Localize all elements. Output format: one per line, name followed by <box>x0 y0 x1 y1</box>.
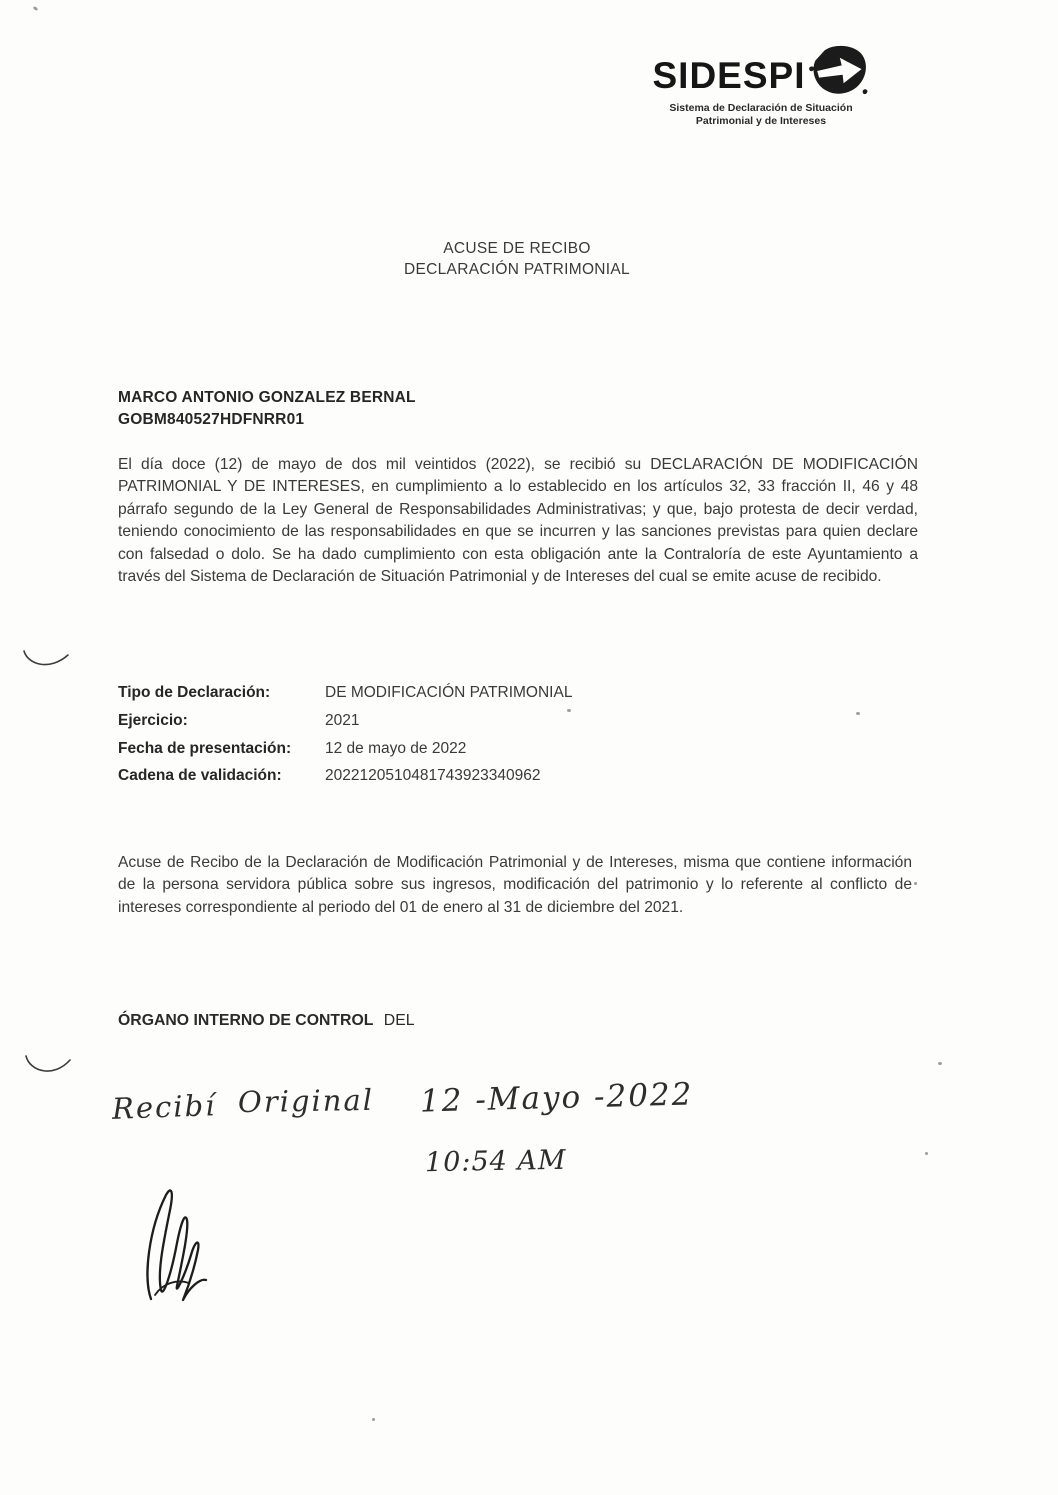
declaration-fields <box>118 682 838 793</box>
declarant-curp: GOBM840527HDFNRR01 <box>118 410 305 428</box>
sidespi-logo-row <box>638 52 884 100</box>
organ-control-regular: DEL <box>383 1012 415 1029</box>
field-value-tipo: DE MODIFICACIÓN PATRIMONIAL <box>325 684 573 701</box>
field-label-tipo: Tipo de Declaración: <box>118 684 271 701</box>
pen-mark-top <box>22 645 70 673</box>
scan-speck <box>938 1062 942 1065</box>
handwritten-time: 10:54 AM <box>424 1144 567 1179</box>
scan-speck <box>33 6 39 11</box>
organ-control-line <box>118 1012 415 1030</box>
handwritten-signature <box>133 1183 215 1305</box>
sidespi-logo <box>638 52 884 128</box>
field-label-fecha: Fecha de presentación: <box>118 739 292 757</box>
scan-speck <box>856 712 860 715</box>
field-value-ejercicio: 2021 <box>325 711 360 729</box>
scan-speck <box>567 709 571 712</box>
field-label-cadena: Cadena de validación: <box>118 767 282 785</box>
field-row-tipo <box>118 682 838 703</box>
organ-control-bold: ÓRGANO INTERNO DE CONTROL <box>118 1012 374 1029</box>
scan-speck <box>925 1152 928 1155</box>
declarant-block <box>118 387 416 430</box>
scan-speck <box>914 882 917 885</box>
title-line-1: ACUSE DE RECIBO <box>443 240 591 257</box>
handwritten-date: 12 -Mayo -2022 <box>419 1076 694 1120</box>
field-value-cadena: 2022120510481743923340962 <box>325 767 541 785</box>
document-title <box>118 238 916 280</box>
field-value-fecha: 12 de mayo de 2022 <box>325 739 467 757</box>
handwritten-recibi: Recibí <box>111 1088 217 1126</box>
handwritten-original: Original <box>237 1082 375 1120</box>
field-row-fecha <box>118 738 838 759</box>
pen-mark-bottom <box>24 1048 72 1080</box>
field-row-cadena <box>118 765 838 786</box>
sidespi-logo-icon <box>804 42 870 100</box>
body-paragraph: El día doce (12) de mayo de dos mil veintidos (2022), se recibió su DECLARACIÓN DE MODIFICACIÓN PATRIMONIAL Y DE INTERESES, en cumplimiento a lo establecido en los artículos 32, 33 fracción II, 46 y 48 párrafo segundo de la Ley General de Responsabilidades Administrativas; y que, bajo protesta de decir verdad, teniendo conocimiento de las responsabilidades en que se incurren y las sanciones previstas para quien declare con falsedad o dolo. Se ha dado cumplimiento con esta obligación ante la Contraloría de este Ayuntamiento a través del Sistema de Declaración de Situación Patrimonial y de Intereses del cual se emite acuse de recibido. <box>118 456 918 586</box>
field-label-ejercicio: Ejercicio: <box>118 711 188 729</box>
logo-subtitle-line2: Patrimonial y de Intereses <box>695 115 827 127</box>
logo-subtitle-line1: Sistema de Declaración de Situación <box>669 102 853 114</box>
scan-speck <box>372 1418 375 1421</box>
summary-paragraph: Acuse de Recibo de la Declaración de Modificación Patrimonial y de Intereses, misma que contiene información de la persona servidora pública sobre sus ingresos, modificación del patrimonio y lo referente al conflicto de intereses correspondiente al periodo del 01 de enero al 31 de diciembre del 2021. <box>118 854 912 916</box>
sidespi-logo-text: SIDESPI <box>652 55 806 96</box>
declarant-name: MARCO ANTONIO GONZALEZ BERNAL <box>118 389 416 406</box>
title-line-2: DECLARACIÓN PATRIMONIAL <box>404 261 630 278</box>
field-row-ejercicio <box>118 710 838 731</box>
